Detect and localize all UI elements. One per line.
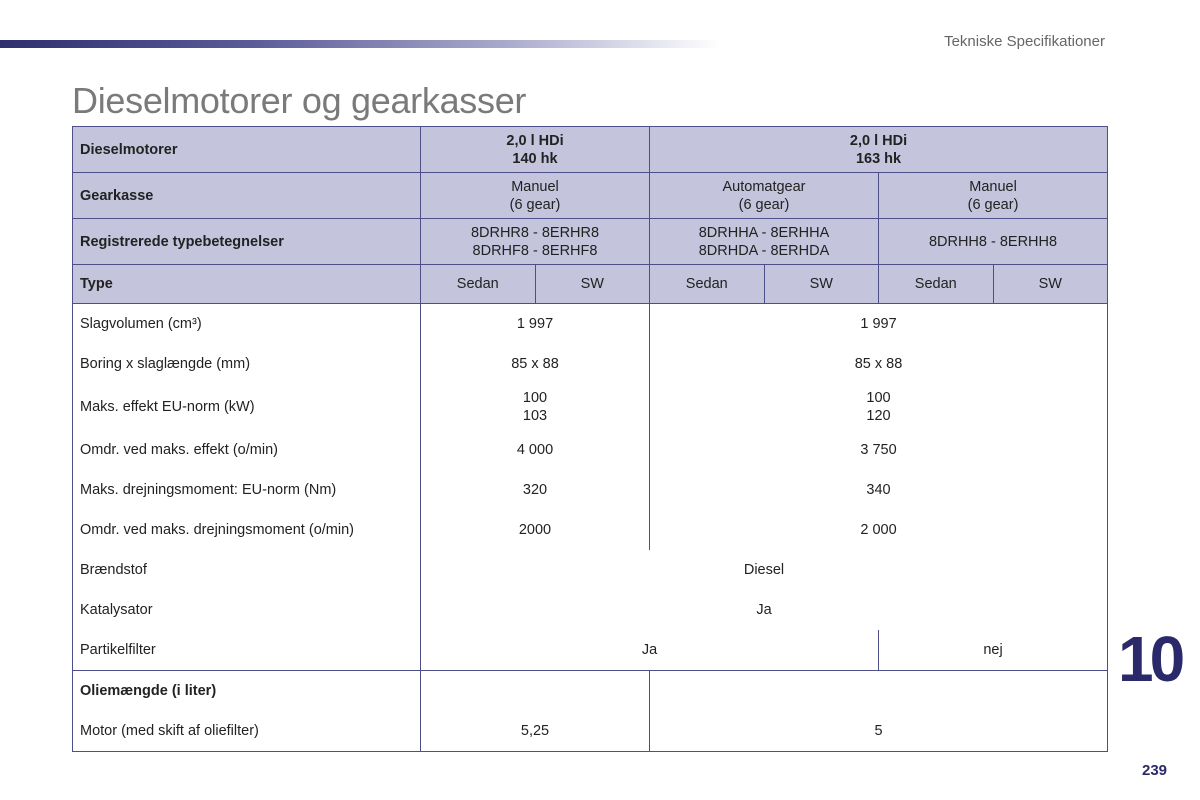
row-value: 85 x 88 bbox=[650, 344, 1108, 384]
row-value: 1 997 bbox=[650, 304, 1108, 345]
row-label: Boring x slaglængde (mm) bbox=[73, 344, 421, 384]
gearbox-cell: Automatgear (6 gear) bbox=[650, 173, 879, 219]
row-value: Ja bbox=[421, 590, 1108, 630]
table-row bbox=[73, 384, 1108, 430]
gearbox-cell: Manuel (6 gear) bbox=[421, 173, 650, 219]
row-label: Partikelfilter bbox=[73, 630, 421, 671]
type-designation-row bbox=[73, 219, 1108, 265]
row-value: 340 bbox=[650, 470, 1108, 510]
table-row bbox=[73, 671, 1108, 712]
type-designation-cell: 8DRHHA - 8ERHHA 8DRHDA - 8ERHDA bbox=[650, 219, 879, 265]
type-row bbox=[73, 265, 1108, 304]
gearbox-cell: Manuel (6 gear) bbox=[879, 173, 1108, 219]
row-value: 5,25 bbox=[421, 711, 650, 752]
type-designation-label: Registrerede typebetegnelser bbox=[73, 219, 421, 265]
engine-1-header: 2,0 l HDi 140 hk bbox=[421, 127, 650, 173]
row-value: 320 bbox=[421, 470, 650, 510]
table-row bbox=[73, 430, 1108, 470]
spec-table bbox=[72, 126, 1108, 752]
row-value: 1 997 bbox=[421, 304, 650, 345]
table-row bbox=[73, 550, 1108, 590]
type-cell: SW bbox=[993, 265, 1108, 304]
row-value: 3 750 bbox=[650, 430, 1108, 470]
row-value: Ja bbox=[421, 630, 879, 671]
row-value: 85 x 88 bbox=[421, 344, 650, 384]
row-label: Omdr. ved maks. drejningsmoment (o/min) bbox=[73, 510, 421, 550]
row-label: Brændstof bbox=[73, 550, 421, 590]
row-value: 2 000 bbox=[650, 510, 1108, 550]
type-cell: SW bbox=[764, 265, 879, 304]
row-label: Motor (med skift af oliefilter) bbox=[73, 711, 421, 752]
row-value: 100 103 bbox=[421, 384, 650, 430]
type-row-label: Type bbox=[73, 265, 421, 304]
gearbox-row bbox=[73, 173, 1108, 219]
page-title: Dieselmotorer og gearkasser bbox=[72, 80, 527, 121]
engine-2-header: 2,0 l HDi 163 hk bbox=[650, 127, 1108, 173]
row-value: nej bbox=[879, 630, 1108, 671]
empty-cell bbox=[650, 671, 1108, 712]
table-row bbox=[73, 510, 1108, 550]
top-decorative-bar bbox=[0, 40, 720, 48]
row-value: 2000 bbox=[421, 510, 650, 550]
engine-header-row bbox=[73, 127, 1108, 173]
row-label: Maks. effekt EU-norm (kW) bbox=[73, 384, 421, 430]
type-cell: Sedan bbox=[421, 265, 536, 304]
row-label: Omdr. ved maks. effekt (o/min) bbox=[73, 430, 421, 470]
engine-row-label: Dieselmotorer bbox=[73, 127, 421, 173]
table-row bbox=[73, 470, 1108, 510]
oil-heading: Oliemængde (i liter) bbox=[73, 671, 421, 712]
empty-cell bbox=[421, 671, 650, 712]
table-row bbox=[73, 344, 1108, 384]
table-row bbox=[73, 630, 1108, 671]
row-label: Slagvolumen (cm³) bbox=[73, 304, 421, 345]
table-row bbox=[73, 304, 1108, 345]
page-number: 239 bbox=[1142, 762, 1168, 779]
row-value: 5 bbox=[650, 711, 1108, 752]
type-cell: Sedan bbox=[650, 265, 765, 304]
type-designation-cell: 8DRHR8 - 8ERHR8 8DRHF8 - 8ERHF8 bbox=[421, 219, 650, 265]
table-row bbox=[73, 711, 1108, 752]
row-value: Diesel bbox=[421, 550, 1108, 590]
row-label: Maks. drejningsmoment: EU-norm (Nm) bbox=[73, 470, 421, 510]
row-label: Katalysator bbox=[73, 590, 421, 630]
gearbox-row-label: Gearkasse bbox=[73, 173, 421, 219]
section-title: Tekniske Specifikationer bbox=[944, 33, 1105, 50]
type-designation-cell: 8DRHH8 - 8ERHH8 bbox=[879, 219, 1108, 265]
row-value: 4 000 bbox=[421, 430, 650, 470]
row-value: 100 120 bbox=[650, 384, 1108, 430]
chapter-number: 10 bbox=[1118, 623, 1182, 695]
type-cell: SW bbox=[535, 265, 650, 304]
type-cell: Sedan bbox=[879, 265, 994, 304]
table-row bbox=[73, 590, 1108, 630]
